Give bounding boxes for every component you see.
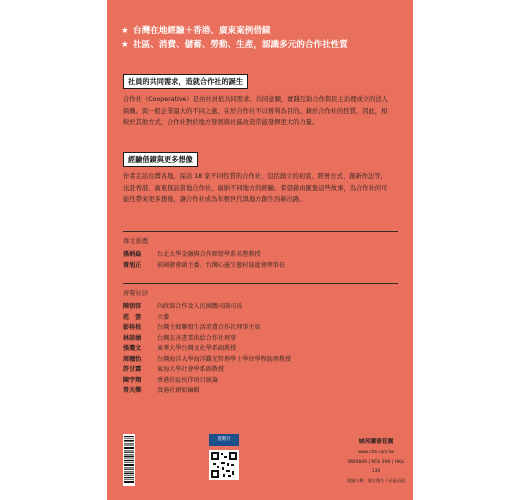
person-title: 東海大學社會學系副教授 (157, 366, 225, 373)
person-title: 東華大學台灣文化學系副教授 (157, 345, 237, 352)
endorser (123, 313, 403, 324)
person-name: 陳宇翔 (123, 376, 142, 384)
publisher-block (344, 438, 408, 485)
person-name: 陳信容 (123, 303, 142, 310)
person-title: 內政部合作及人民團體司副司長 (157, 303, 243, 310)
star-icon: ★ (121, 40, 129, 50)
person-title: 立委 (157, 313, 170, 321)
headline-line (121, 24, 406, 38)
endorser (123, 376, 403, 387)
person-title: 前國發會副主委、台灣心靈生態村協進會理事長 (157, 261, 285, 269)
recommend-title: 專文推薦 (123, 238, 149, 245)
person-name: 曾旭正 (123, 261, 142, 269)
endorser (123, 334, 403, 345)
person-title: 台灣友善書業供給合作社理事 (157, 334, 237, 342)
endorser (123, 355, 403, 366)
person-title: 香港社區伙伴項目統籌 (157, 376, 218, 384)
person-title: 台灣海洋大學海洋觀光管理學士學位學程助理教授 (157, 355, 292, 363)
divider (123, 231, 398, 232)
headline-text-1: 台灣在地經驗＋香港、廣東案例借鏡 (133, 26, 271, 36)
person-name: 許甘霖 (123, 366, 142, 373)
section2-label: 經驗借鏡與更多想像 (123, 152, 198, 167)
headline-line (121, 38, 406, 52)
endorser (123, 344, 403, 355)
recommender (123, 261, 403, 272)
person-title: 台灣主婦聯盟生活消費合作社理事主席 (157, 324, 261, 331)
publisher-name: 城邦讀書花園 (358, 439, 394, 445)
divider (123, 283, 398, 284)
imprint-logo: 進階社 (209, 434, 239, 446)
star-icon: ★ (121, 26, 129, 36)
headline (121, 24, 406, 52)
section1-label: 社員的共同需求，造就合作社的誕生 (123, 74, 248, 89)
isbn-price: BW0849 | NT$ 390 | HK$ 130 (348, 460, 404, 474)
person-name: 彭桂枝 (123, 324, 142, 331)
endorser (123, 386, 403, 397)
person-name: 林詩涵 (123, 334, 142, 342)
person-name: 范 雲 (123, 313, 142, 321)
person-name: 孫炳焱 (123, 251, 142, 258)
barcode-icon (123, 434, 135, 486)
cover-footer (107, 420, 413, 500)
person-name: 常天樂 (123, 387, 142, 394)
section1-body: 合作社（Cooperative）是由社員依共同需求、共同意願，實踐互助合作與民主治理成立的法人組織。與一般企業最大的不同之處，在於合作社不以營利為目的。藉於合作社的性質，因此，相較於其他方式，合作社對於地方發展與社區改造常能發揮更大的力量。 (123, 96, 388, 126)
praise-list (123, 302, 403, 397)
publisher-url: www.cite.com.tw (358, 449, 394, 454)
recommend-list (123, 250, 403, 271)
endorser (123, 302, 403, 313)
headline-text-2: 社區、消費、儲蓄、勞動、生產，認識多元的合作社性質 (133, 40, 348, 50)
person-name: 周穗怡 (123, 355, 142, 363)
qr-code-icon (209, 450, 239, 480)
recommender (123, 250, 403, 261)
praise-title: 齊聲好評 (123, 290, 149, 297)
back-cover (107, 0, 413, 500)
person-title: 台北大學金融與合作經營學系名譽教授 (157, 251, 261, 258)
person-title: 食通社創始編輯 (157, 387, 200, 394)
endorser (123, 323, 403, 334)
category-suggestion: 建議分類：地方創生 / 社區再造 (346, 478, 406, 483)
section2-body: 作者走訪台灣各地，採訪 18 家不同性質的合作社，包括創立的初衷、經營方式、創新作法等，也赴香港、廣東探訪當地合作社，廣納不同地方的經驗。希望藉由匯集這些故事，為合作社的可能性帶來更多想像，讓合作社成為年輕世代與地方創生的新出路。 (123, 173, 388, 203)
endorser (123, 365, 403, 376)
person-name: 張瓊文 (123, 345, 142, 352)
